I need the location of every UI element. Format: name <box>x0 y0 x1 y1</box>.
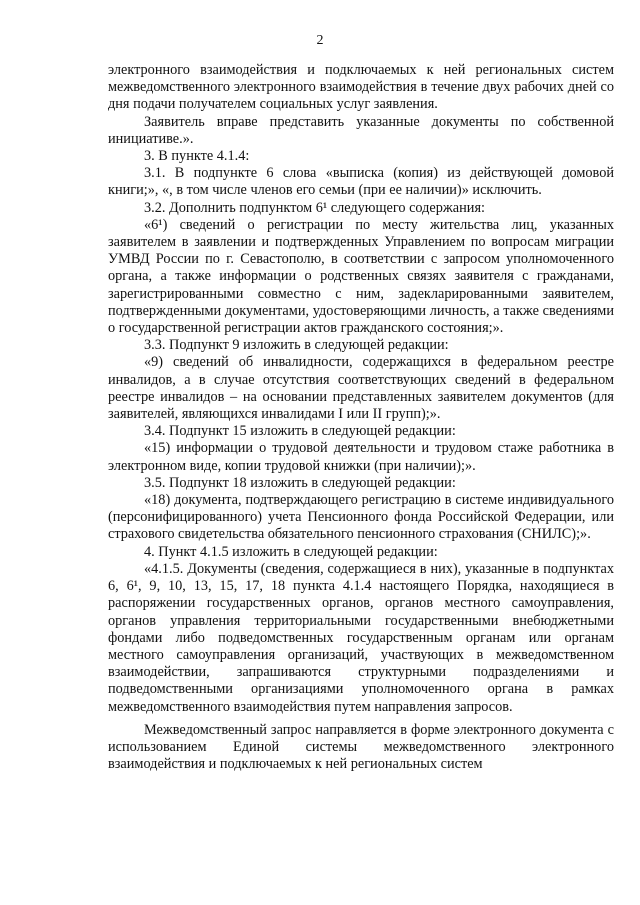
paragraph: «15) информации о трудовой деятельности и трудовом стаже работника в электронном виде, копии трудовой книжки (при наличии);». <box>108 440 614 474</box>
paragraph: «9) сведений об инвалидности, содержащихся в федеральном реестре инвалидов, а в случае отсутствия соответствующих сведений в федеральном реестре инвалидов – на основании представленных заявителем документов (для заявителей, являющихся инвалидами I или II групп);». <box>108 354 614 423</box>
paragraph: 3.1. В подпункте 6 слова «выписка (копия) из действующей домовой книги;», «, в том числе членов его семьи (при ее наличии)» исключить. <box>108 165 614 199</box>
paragraph: 3.4. Подпункт 15 изложить в следующей редакции: <box>144 423 456 440</box>
paragraph: «4.1.5. Документы (сведения, содержащиеся в них), указанные в подпунктах 6, 6¹, 9, 10, 13, 15, 17, 18 пункта 4.1.4 настоящего Порядка, находящиеся в распоряжении государственных органов, органов местного самоуправления, органов управления территориальными государственными внебюджетными фондами либо подведомственных государственным органам или органам местного самоуправления организаций, участвующих в межведомственном взаимодействии, запрашиваются структурными подразделениями и подведомственными организациями уполномоченного органа в рамках межведомственного взаимодействия путем направления запросов. <box>108 560 614 715</box>
paragraph: 4. Пункт 4.1.5 изложить в следующей редакции: <box>144 543 438 560</box>
paragraph: 3. В пункте 4.1.4: <box>144 148 250 165</box>
paragraph: электронного взаимодействия и подключаемых к ней региональных систем межведомственного электронного взаимодействия в течение двух рабочих дней со дня подачи получателем социальных услуг заявления. <box>108 62 614 113</box>
paragraph: «18) документа, подтверждающего регистрацию в системе индивидуального (персонифицированного) учета Пенсионного фонда Российской Федерации, или страхового свидетельства обязательного пенсионного страхования (СНИЛС);». <box>108 492 614 543</box>
paragraph: Межведомственный запрос направляется в форме электронного документа с использованием Единой системы межведомственного электронного взаимодействия и подключаемых к ней региональных систем <box>108 721 614 773</box>
paragraph: Заявитель вправе представить указанные документы по собственной инициативе.». <box>108 113 614 147</box>
paragraph: 3.2. Дополнить подпунктом 6¹ следующего содержания: <box>144 199 485 216</box>
page-number: 2 <box>316 33 324 48</box>
paragraph: 3.3. Подпункт 9 изложить в следующей редакции: <box>144 337 449 354</box>
paragraph: 3.5. Подпункт 18 изложить в следующей редакции: <box>144 474 456 491</box>
paragraph: «6¹) сведений о регистрации по месту жительства лиц, указанных заявителем в заявлении и подтвержденных Управлением по вопросам миграции УМВД России по г. Севастополю, в соответствии с запросом уполномоченного органа, а также информации о родственных связях заявителя с гражданами, зарегистрированными совместно с ним, задекларированными заявителем, подтвержденными документами, удостоверяющими личность, а также сведениями о государственной регистрации актов гражданского состояния;». <box>108 216 614 337</box>
document-body <box>108 62 614 773</box>
